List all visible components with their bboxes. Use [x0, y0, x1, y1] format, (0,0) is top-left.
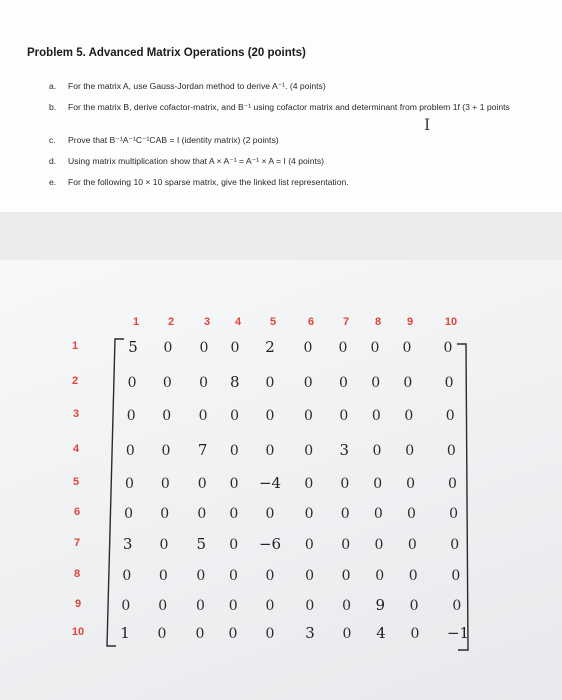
matrix-cell: 0 — [371, 375, 381, 391]
column-label: 8 — [374, 316, 382, 328]
matrix-cell: 0 — [199, 375, 209, 391]
matrix-cell: 0 — [124, 476, 134, 492]
matrix-cell: 0 — [157, 626, 167, 642]
matrix-cell: 0 — [407, 537, 417, 553]
matrix-cell: 0 — [339, 408, 349, 424]
matrix-cell: 7 — [197, 441, 208, 459]
row-label: 4 — [72, 443, 80, 455]
row-label: 3 — [72, 408, 80, 420]
column-label: 9 — [406, 316, 414, 328]
matrix-cell: 0 — [229, 537, 239, 553]
matrix-cell: 0 — [122, 568, 132, 584]
problem-title: Problem 5. Advanced Matrix Operations (20 points) — [27, 47, 306, 59]
matrix-cell: 0 — [199, 340, 209, 356]
matrix-cell: 0 — [338, 340, 348, 356]
column-label: 4 — [234, 316, 242, 328]
column-label: 3 — [203, 316, 211, 328]
matrix-cell: 0 — [195, 598, 205, 614]
matrix-cell: 0 — [158, 568, 168, 584]
matrix-cell: 0 — [159, 537, 169, 553]
matrix-cell: 0 — [265, 443, 275, 459]
row-label: 9 — [74, 598, 82, 610]
row-label: 7 — [73, 537, 81, 549]
row-label: 5 — [72, 476, 80, 488]
matrix-cell: 0 — [126, 408, 136, 424]
matrix-cell: 0 — [406, 506, 416, 522]
matrix-cell: 0 — [197, 506, 207, 522]
matrix-cell: 0 — [371, 408, 381, 424]
matrix-cell: 0 — [228, 568, 238, 584]
matrix-cell: 0 — [127, 375, 137, 391]
matrix-cell: 3 — [339, 441, 350, 459]
matrix-cells — [120, 338, 469, 642]
matrix-cell: 0 — [265, 626, 275, 642]
matrix-cell: 0 — [408, 568, 418, 584]
matrix-cell: 0 — [158, 598, 168, 614]
matrix-cell: 0 — [124, 506, 134, 522]
matrix-cell: 0 — [404, 408, 414, 424]
column-label: 2 — [167, 316, 175, 328]
matrix-cell: 0 — [160, 506, 170, 522]
matrix-cell: 0 — [340, 476, 350, 492]
matrix-cell: 0 — [230, 408, 240, 424]
matrix-cell: 0 — [121, 598, 131, 614]
matrix-cell: 0 — [373, 476, 383, 492]
matrix-cell: 0 — [410, 626, 420, 642]
matrix-cell: 0 — [341, 568, 351, 584]
matrix-cell: 3 — [305, 624, 315, 642]
matrix-cell: 0 — [342, 626, 352, 642]
matrix-cell: 5 — [196, 535, 207, 553]
matrix-cell: 0 — [450, 537, 460, 553]
matrix-cell: 0 — [228, 598, 238, 614]
question-letter: b. — [49, 102, 57, 112]
matrix-cell: 0 — [443, 340, 453, 356]
question-text: Prove that B⁻¹A⁻¹C⁻¹CAB = I (identity matrix) (2 points) — [68, 135, 279, 145]
problem-card — [0, 0, 562, 212]
matrix-cell: 0 — [445, 408, 455, 424]
matrix-cell: 0 — [303, 408, 313, 424]
question-text: For the matrix B, derive cofactor-matrix, and B⁻¹ using cofactor matrix and determinant from problem 1f (3 + 1 points — [68, 102, 510, 112]
question-text: For the matrix A, use Gauss-Jordan method to derive A⁻¹. (4 points) — [68, 81, 326, 91]
matrix-cell: 5 — [128, 338, 138, 356]
question-letter: c. — [49, 135, 56, 145]
matrix-cell: 1 — [120, 624, 130, 642]
question-letter: e. — [49, 177, 57, 187]
sparse-matrix — [0, 260, 562, 700]
matrix-cell: 0 — [303, 340, 313, 356]
matrix-cell: 0 — [304, 443, 314, 459]
question-letter: d. — [49, 156, 57, 166]
matrix-cell: −6 — [258, 535, 282, 553]
matrix-cell: 3 — [122, 535, 133, 553]
matrix-cell: 0 — [373, 506, 383, 522]
matrix-cell: 0 — [405, 443, 415, 459]
matrix-cell: 0 — [161, 443, 171, 459]
matrix-cell: 0 — [304, 476, 314, 492]
sparse-matrix-photo — [0, 260, 562, 700]
matrix-cell: 0 — [265, 375, 275, 391]
matrix-cell: 0 — [451, 568, 461, 584]
matrix-cell: 4 — [376, 624, 386, 642]
matrix-cell: 0 — [162, 375, 172, 391]
matrix-cell: 0 — [162, 408, 172, 424]
matrix-cell: 0 — [197, 476, 207, 492]
matrix-cell: 0 — [402, 340, 412, 356]
matrix-cell: 8 — [230, 373, 240, 391]
matrix-cell: 0 — [452, 598, 462, 614]
image-separator — [0, 212, 562, 260]
matrix-cell: 0 — [230, 340, 240, 356]
row-label: 10 — [71, 626, 85, 638]
matrix-cell: 0 — [229, 476, 239, 492]
matrix-cell: −4 — [258, 474, 282, 492]
matrix-cell: 9 — [375, 596, 386, 614]
question-text: Using matrix multiplication show that A × A⁻¹ = A⁻¹ × A = I (4 points) — [68, 156, 325, 166]
column-label: 6 — [307, 316, 315, 328]
row-label: 2 — [71, 375, 79, 387]
matrix-cell: 0 — [372, 443, 382, 459]
matrix-cell: 0 — [338, 375, 348, 391]
matrix-cell: −1 — [446, 624, 470, 642]
column-label: 1 — [132, 316, 140, 328]
column-label: 7 — [342, 316, 350, 328]
matrix-cell: 0 — [265, 568, 275, 584]
row-label: 6 — [73, 506, 81, 518]
matrix-cell: 0 — [449, 506, 459, 522]
matrix-cell: 0 — [444, 375, 454, 391]
matrix-cell: 0 — [305, 568, 315, 584]
matrix-cell: 0 — [229, 443, 239, 459]
matrix-cell: 0 — [304, 506, 314, 522]
matrix-cell: 0 — [196, 568, 206, 584]
matrix-cell: 0 — [163, 340, 173, 356]
matrix-cell: 0 — [342, 598, 352, 614]
matrix-cell: 0 — [374, 537, 384, 553]
matrix-cell: 0 — [341, 537, 351, 553]
matrix-cell: 0 — [198, 408, 208, 424]
matrix-cell: 0 — [229, 506, 239, 522]
matrix-cell: 0 — [195, 626, 205, 642]
matrix-cell: 0 — [160, 476, 170, 492]
column-label: 5 — [269, 316, 277, 328]
matrix-cell: 2 — [265, 338, 275, 356]
question-text: For the following 10 × 10 sparse matrix, give the linked list representation. — [68, 177, 349, 187]
matrix-cell: 0 — [340, 506, 350, 522]
column-label: 10 — [444, 316, 458, 328]
row-label: 8 — [73, 568, 81, 580]
text-cursor-icon: I — [424, 115, 431, 134]
row-label: 1 — [71, 340, 79, 352]
matrix-cell: 0 — [265, 408, 275, 424]
matrix-cell: 0 — [303, 375, 313, 391]
matrix-cell: 0 — [304, 537, 314, 553]
matrix-cell: 0 — [406, 476, 416, 492]
column-labels — [133, 316, 457, 328]
matrix-cell: 0 — [403, 375, 413, 391]
matrix-cell: 0 — [305, 598, 315, 614]
matrix-cell: 0 — [265, 598, 275, 614]
matrix-cell: 0 — [409, 598, 419, 614]
matrix-cell: 0 — [375, 568, 385, 584]
question-letter: a. — [49, 81, 57, 91]
matrix-cell: 0 — [370, 340, 380, 356]
matrix-cell: 0 — [265, 506, 275, 522]
matrix-cell: 0 — [228, 626, 238, 642]
matrix-cell: 0 — [125, 443, 135, 459]
row-labels — [72, 340, 84, 638]
matrix-cell: 0 — [446, 443, 456, 459]
matrix-cell: 0 — [447, 476, 457, 492]
